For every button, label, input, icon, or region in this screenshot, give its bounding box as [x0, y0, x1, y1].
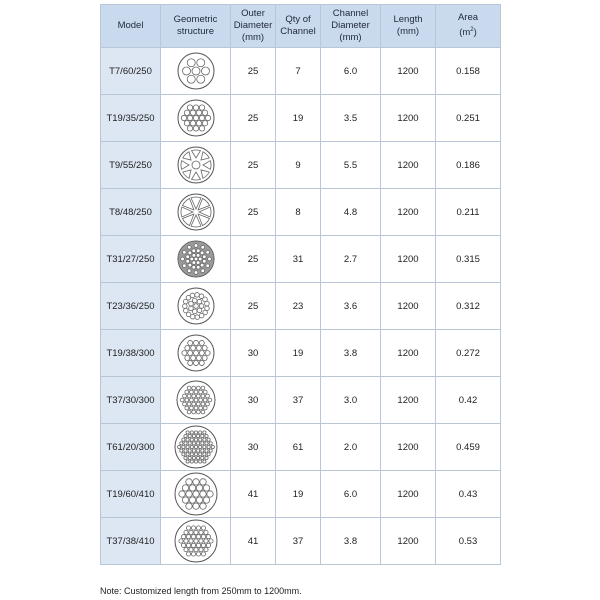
channel-cross-section-icon: [173, 330, 219, 376]
length-cell: 1200: [381, 283, 436, 330]
channel-cross-section-icon: [173, 283, 219, 329]
outer-diameter-cell: 25: [231, 95, 276, 142]
channel-cross-section-icon: [173, 236, 219, 282]
table-row: [101, 48, 501, 95]
channel-cross-section-icon: [173, 518, 219, 564]
model-cell: T19/60/410: [101, 471, 161, 518]
length-cell: 1200: [381, 518, 436, 565]
channel-cross-section-icon: [173, 95, 219, 141]
area-cell: 0.42: [436, 377, 501, 424]
qty-channel-cell: 19: [276, 471, 321, 518]
length-cell: 1200: [381, 424, 436, 471]
channel-diameter-cell: 6.0: [321, 471, 381, 518]
length-cell: 1200: [381, 377, 436, 424]
table-row: [101, 95, 501, 142]
area-cell: 0.211: [436, 189, 501, 236]
area-cell: 0.272: [436, 330, 501, 377]
channel-cross-section-icon: [173, 189, 219, 235]
header-area: Area $(m^2)$: [436, 5, 501, 48]
header-model: Model: [101, 5, 161, 48]
geometric-structure-cell: [161, 189, 231, 236]
outer-diameter-cell: 25: [231, 189, 276, 236]
outer-diameter-cell: 41: [231, 471, 276, 518]
channel-diameter-cell: 6.0: [321, 48, 381, 95]
table-row: [101, 424, 501, 471]
channel-diameter-cell: 2.7: [321, 236, 381, 283]
channel-diameter-cell: 3.6: [321, 283, 381, 330]
channel-diameter-cell: 3.8: [321, 330, 381, 377]
model-cell: T19/38/300: [101, 330, 161, 377]
channel-diameter-cell: 5.5: [321, 142, 381, 189]
length-cell: 1200: [381, 95, 436, 142]
geometric-structure-cell: [161, 283, 231, 330]
qty-channel-cell: 31: [276, 236, 321, 283]
area-cell: 0.251: [436, 95, 501, 142]
table-row: [101, 283, 501, 330]
area-cell: 0.158: [436, 48, 501, 95]
model-cell: T37/38/410: [101, 518, 161, 565]
channel-diameter-cell: 3.8: [321, 518, 381, 565]
channel-diameter-cell: 4.8: [321, 189, 381, 236]
table-row: [101, 236, 501, 283]
header-row: [101, 5, 501, 48]
model-cell: T7/60/250: [101, 48, 161, 95]
qty-channel-cell: 19: [276, 330, 321, 377]
length-cell: 1200: [381, 236, 436, 283]
geometric-structure-cell: [161, 236, 231, 283]
header-outer-diameter: Outer Diameter (mm): [231, 5, 276, 48]
header-channel-diameter: Channel Diameter (mm): [321, 5, 381, 48]
area-cell: 0.186: [436, 142, 501, 189]
channel-diameter-cell: 2.0: [321, 424, 381, 471]
table-row: [101, 377, 501, 424]
model-cell: T61/20/300: [101, 424, 161, 471]
qty-channel-cell: 8: [276, 189, 321, 236]
geometric-structure-cell: [161, 471, 231, 518]
header-length: Length (mm): [381, 5, 436, 48]
geometric-structure-cell: [161, 48, 231, 95]
outer-diameter-cell: 25: [231, 48, 276, 95]
geometric-structure-cell: [161, 330, 231, 377]
channel-diameter-cell: 3.5: [321, 95, 381, 142]
outer-diameter-cell: 30: [231, 330, 276, 377]
model-cell: T23/36/250: [101, 283, 161, 330]
channel-cross-section-icon: [173, 377, 219, 423]
channel-cross-section-icon: [173, 48, 219, 94]
length-cell: 1200: [381, 330, 436, 377]
channel-cross-section-icon: [173, 424, 219, 470]
outer-diameter-cell: 30: [231, 377, 276, 424]
geometric-structure-cell: [161, 518, 231, 565]
table-row: [101, 471, 501, 518]
area-cell: 0.315: [436, 236, 501, 283]
outer-diameter-cell: 25: [231, 142, 276, 189]
area-cell: 0.53: [436, 518, 501, 565]
area-cell: 0.459: [436, 424, 501, 471]
length-cell: 1200: [381, 189, 436, 236]
outer-diameter-cell: 30: [231, 424, 276, 471]
table-row: [101, 330, 501, 377]
qty-channel-cell: 37: [276, 518, 321, 565]
outer-diameter-cell: 41: [231, 518, 276, 565]
table-row: [101, 142, 501, 189]
qty-channel-cell: 9: [276, 142, 321, 189]
geometric-structure-cell: [161, 424, 231, 471]
length-cell: 1200: [381, 471, 436, 518]
qty-channel-cell: 7: [276, 48, 321, 95]
channel-cross-section-icon: [173, 142, 219, 188]
area-cell: 0.312: [436, 283, 501, 330]
geometric-structure-cell: [161, 95, 231, 142]
qty-channel-cell: 37: [276, 377, 321, 424]
footnote: Note: Customized length from 250mm to 1200mm.: [100, 586, 302, 596]
geometric-structure-cell: [161, 377, 231, 424]
header-geometric: Geometric structure: [161, 5, 231, 48]
model-cell: T8/48/250: [101, 189, 161, 236]
model-cell: T9/55/250: [101, 142, 161, 189]
area-cell: 0.43: [436, 471, 501, 518]
channel-cross-section-icon: [173, 471, 219, 517]
model-cell: T19/35/250: [101, 95, 161, 142]
header-qty-channel: Qty of Channel: [276, 5, 321, 48]
outer-diameter-cell: 25: [231, 283, 276, 330]
table-row: [101, 189, 501, 236]
membrane-spec-table: [100, 4, 501, 565]
qty-channel-cell: 23: [276, 283, 321, 330]
length-cell: 1200: [381, 48, 436, 95]
channel-diameter-cell: 3.0: [321, 377, 381, 424]
model-cell: T37/30/300: [101, 377, 161, 424]
table-row: [101, 518, 501, 565]
qty-channel-cell: 19: [276, 95, 321, 142]
outer-diameter-cell: 25: [231, 236, 276, 283]
length-cell: 1200: [381, 142, 436, 189]
model-cell: T31/27/250: [101, 236, 161, 283]
geometric-structure-cell: [161, 142, 231, 189]
qty-channel-cell: 61: [276, 424, 321, 471]
